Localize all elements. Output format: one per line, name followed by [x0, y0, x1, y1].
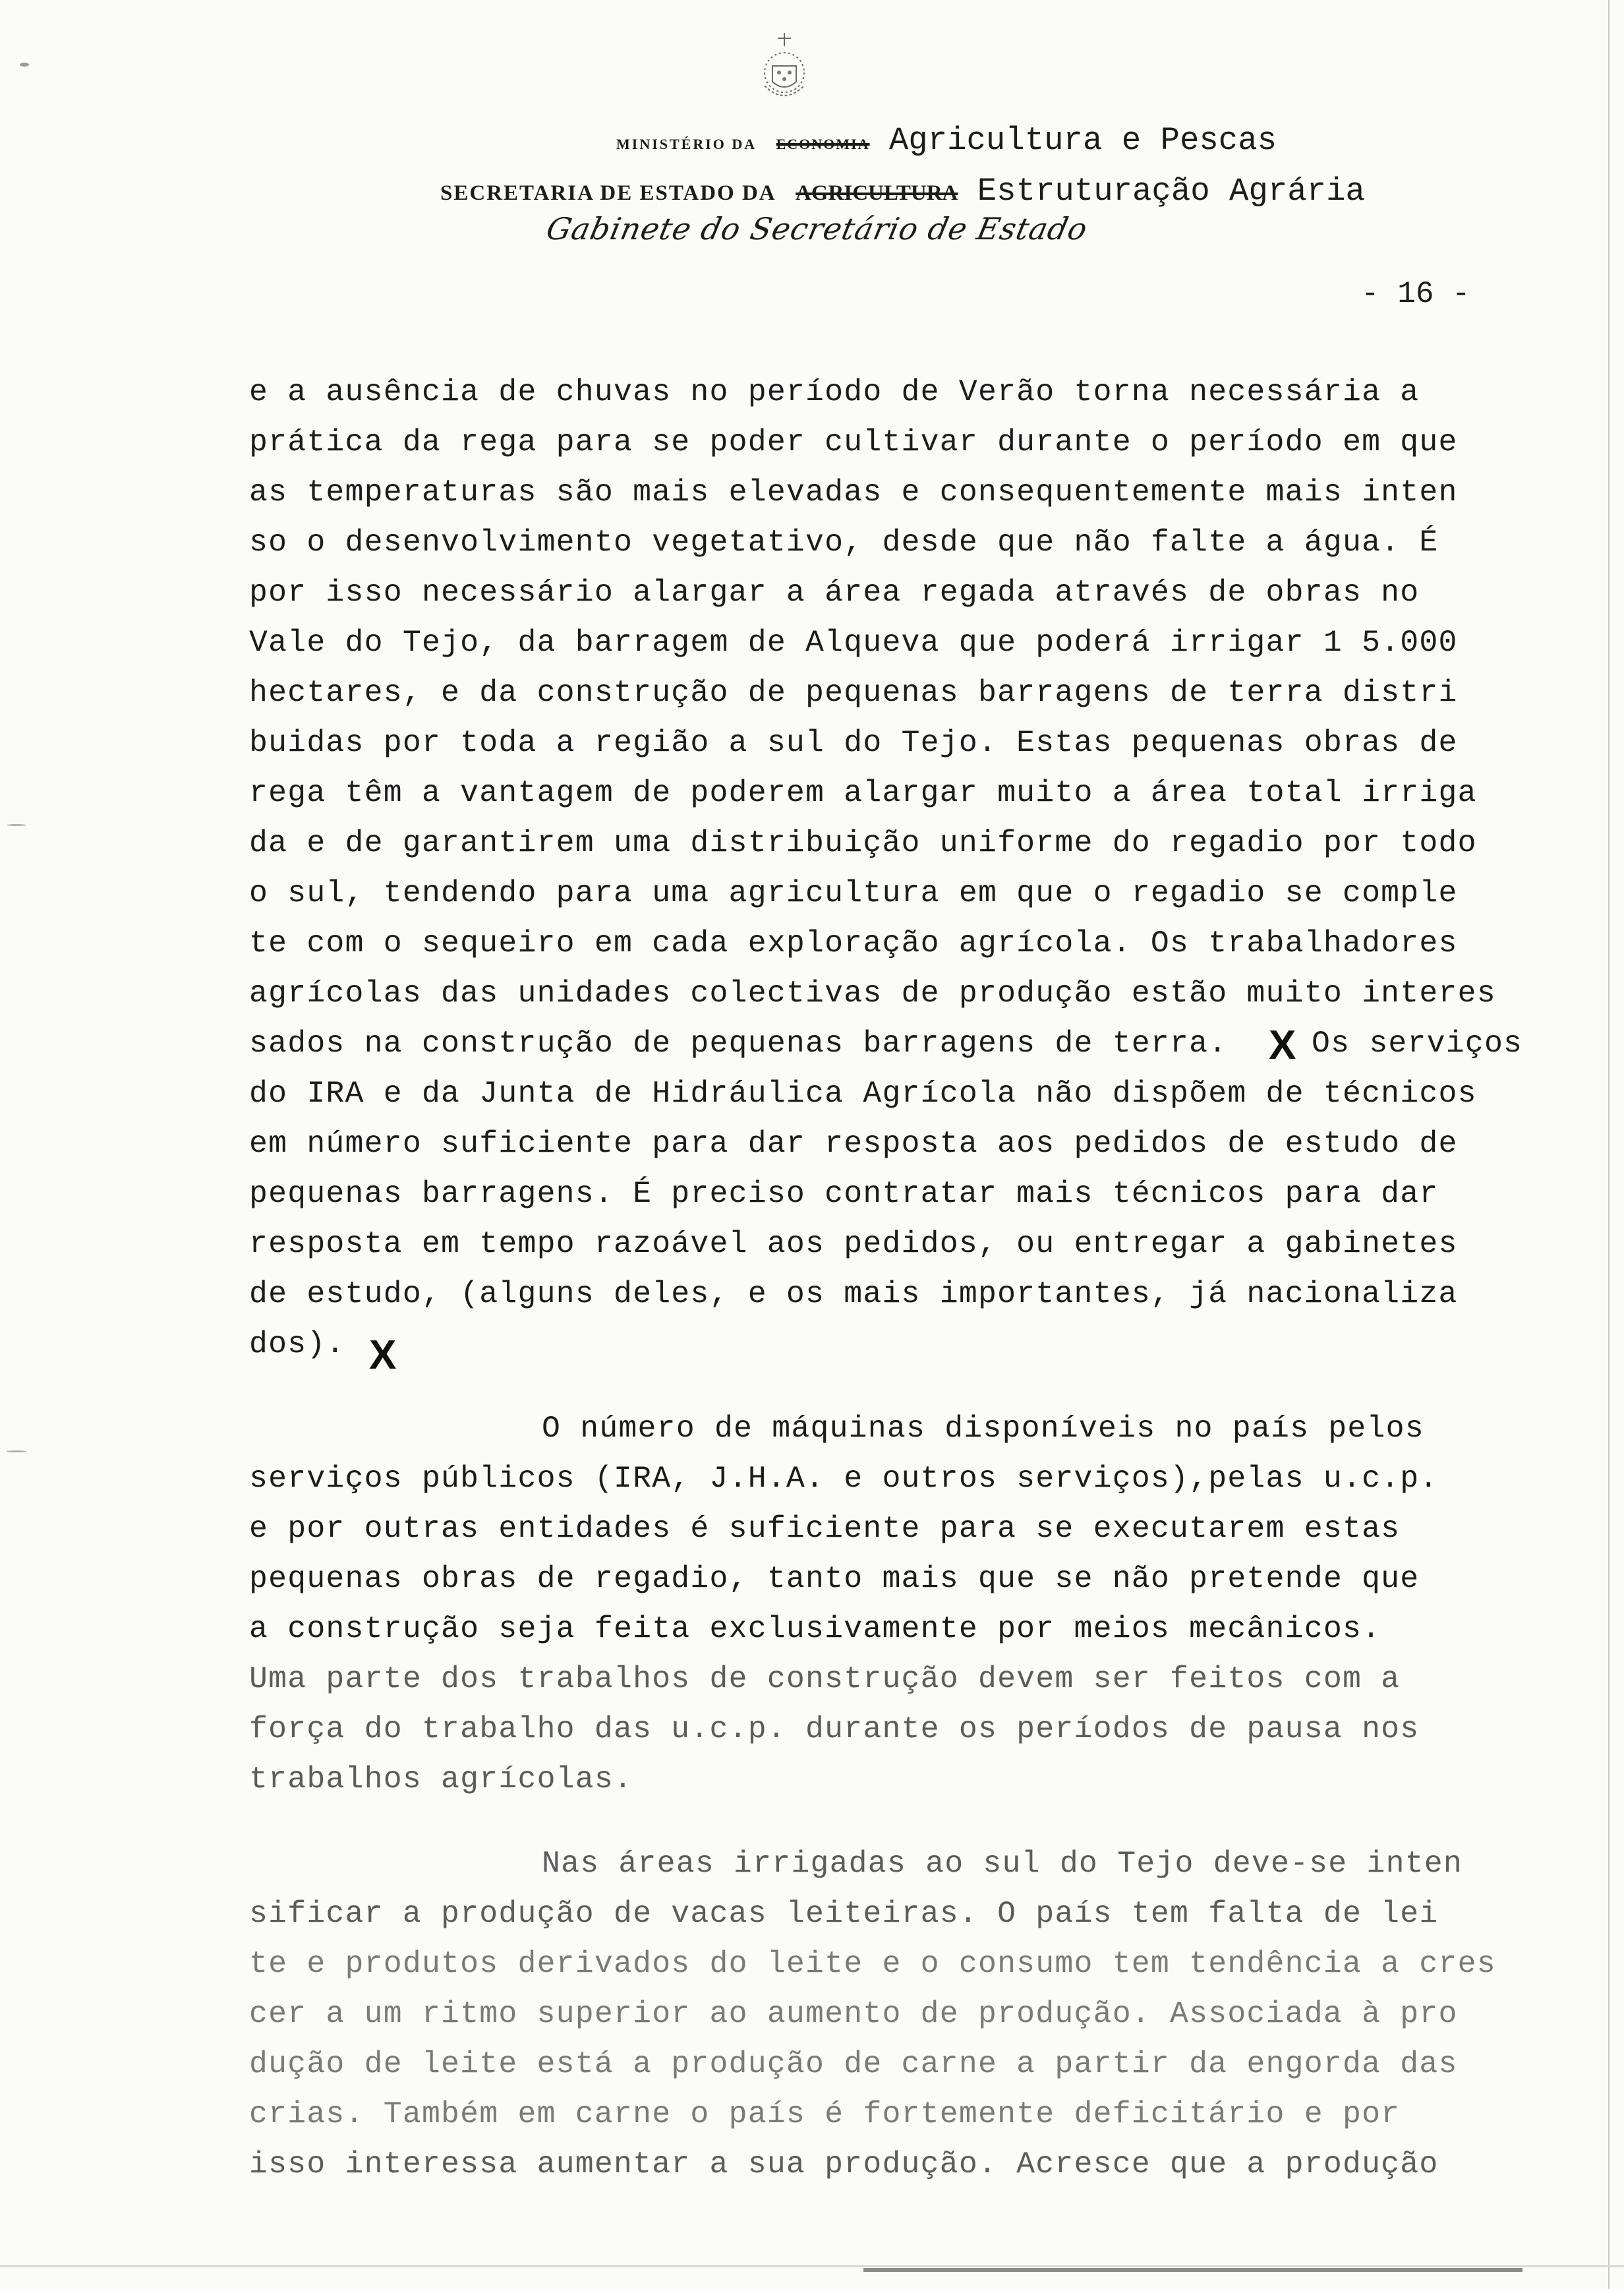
text-line: O número de máquinas disponíveis no país pelos [542, 1411, 1424, 1446]
text-line: agrícolas das unidades colectivas de produção estão muito interes [249, 976, 1496, 1011]
text-line: pequenas barragens. É preciso contratar mais técnicos para dar [249, 1176, 1439, 1211]
coat-of-arms-emblem [738, 26, 830, 112]
text-line: e a ausência de chuvas no período de Verão torna necessária a [249, 374, 1420, 409]
scan-bottom-line [0, 2265, 1624, 2267]
text-line: te com o sequeiro em cada exploração agrícola. Os trabalhadores [249, 926, 1458, 961]
text-line: prática da rega para se poder cultivar durante o período em que [249, 425, 1458, 460]
text-line: rega têm a vantagem de poderem alargar muito a área total irriga [249, 775, 1477, 810]
text-line: resposta em tempo razoável aos pedidos, ou entregar a gabinetes [249, 1226, 1458, 1261]
scan-speck [7, 824, 26, 826]
text-line: dos). [249, 1326, 345, 1361]
text-line: cer a um ritmo superior ao aumento de produção. Associada à pro [249, 1996, 1458, 2031]
text-line: crias. Também em carne o país é fortemente deficitário e por [249, 2096, 1401, 2131]
text-line: sificar a produção de vacas leiteiras. O país tem falta de lei [249, 1896, 1439, 1931]
text-line: hectares, e da construção de pequenas barragens de terra distri [249, 675, 1458, 710]
text-line: te e produtos derivados do leite e o consumo tem tendência a cres [249, 1946, 1496, 1981]
secretaria-header [440, 173, 1365, 210]
text-line: buidas por toda a região a sul do Tejo. Estas pequenas obras de [249, 725, 1458, 760]
text-line: a construção seja feita exclusivamente por meios mecânicos. [249, 1611, 1381, 1646]
margin-x-mark: X [369, 1332, 397, 1378]
text-line: de estudo, (alguns deles, e os mais importantes, já nacionaliza [249, 1276, 1458, 1311]
ministry-typed-name: Agricultura e Pescas [888, 122, 1277, 159]
text-line: dução de leite está a produção de carne a partir da engorda das [249, 2046, 1458, 2081]
text-line: isso interessa aumentar a sua produção. Acresce que a produção [249, 2147, 1439, 2182]
secretaria-struck-word: AGRICULTURA [796, 181, 958, 205]
text-line: força do trabalho das u.c.p. durante os períodos de pausa nos [249, 1711, 1420, 1746]
scan-edge-line [1608, 0, 1610, 2289]
ministry-struck-word: ECONOMIA [776, 136, 870, 152]
text-line: so o desenvolvimento vegetativo, desde que não falte a água. É [249, 525, 1439, 560]
text-line: Vale do Tejo, da barragem de Alqueva que poderá irrigar 1 5.000 [249, 625, 1458, 660]
scan-speck [7, 1450, 26, 1452]
text-line: sados na construção de pequenas barragens de terra. [249, 1026, 1228, 1061]
text-line: serviços públicos (IRA, J.H.A. e outros serviços),pelas u.c.p. [249, 1461, 1439, 1496]
text-line: o sul, tendendo para uma agricultura em que o regadio se comple [249, 876, 1458, 910]
scan-speck [20, 63, 29, 67]
text-line: da e de garantirem uma distribuição uniforme do regadio por todo [249, 825, 1477, 860]
secretaria-prefix: SECRETARIA DE ESTADO DA [440, 181, 776, 205]
ministry-prefix: MINISTÉRIO DA [616, 136, 757, 152]
text-line: por isso necessário alargar a área regada através de obras no [249, 575, 1420, 610]
text-line: Nas áreas irrigadas ao sul do Tejo deve-se inten [542, 1846, 1463, 1881]
gabinete-header: Gabinete do Secretário de Estado [543, 211, 1091, 247]
scan-bottom-smudge [863, 2268, 1522, 2272]
text-line: Os serviços [1312, 1026, 1523, 1061]
text-line: do IRA e da Junta de Hidráulica Agrícola não dispõem de técnicos [249, 1076, 1477, 1111]
margin-x-mark: X [1269, 1023, 1296, 1068]
text-line: as temperaturas são mais elevadas e consequentemente mais inten [249, 475, 1458, 510]
text-line: trabalhos agrícolas. [249, 1762, 633, 1797]
secretaria-typed-name: Estruturação Agrária [977, 173, 1365, 210]
ministry-header [616, 122, 1277, 159]
text-line: em número suficiente para dar resposta aos pedidos de estudo de [249, 1126, 1458, 1161]
page-number: - 16 - [1361, 277, 1470, 311]
text-line: pequenas obras de regadio, tanto mais que se não pretende que [249, 1561, 1420, 1596]
text-line: Uma parte dos trabalhos de construção devem ser feitos com a [249, 1661, 1401, 1696]
text-line: e por outras entidades é suficiente para se executarem estas [249, 1511, 1401, 1546]
